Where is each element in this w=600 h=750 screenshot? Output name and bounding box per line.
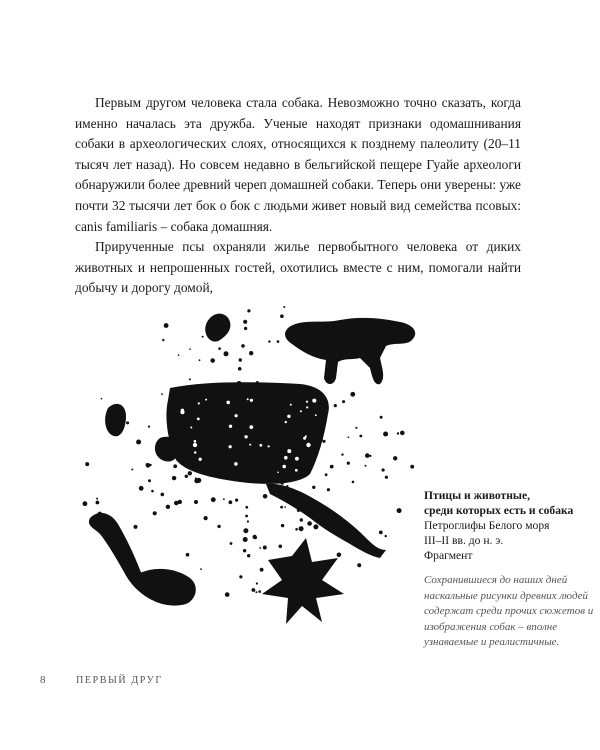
speckle xyxy=(252,588,256,592)
speckle xyxy=(189,378,191,380)
speckle xyxy=(218,347,221,350)
speckle xyxy=(208,398,210,400)
speckle xyxy=(146,463,150,467)
speckle xyxy=(147,591,152,596)
speckle-hole xyxy=(205,399,207,401)
speckle-hole xyxy=(249,444,251,446)
speckle-hole xyxy=(277,472,279,474)
speckle xyxy=(317,506,319,508)
speckle xyxy=(300,518,303,521)
speckle xyxy=(325,473,328,476)
speckle xyxy=(287,432,290,435)
speckle xyxy=(108,535,112,539)
speckle xyxy=(284,506,286,508)
speckle xyxy=(235,499,238,502)
speckle xyxy=(184,589,189,594)
page-footer xyxy=(40,674,163,686)
speckle xyxy=(347,462,350,465)
speckle xyxy=(243,320,247,324)
speckle xyxy=(382,468,385,471)
speckle xyxy=(165,439,167,441)
speckle xyxy=(247,309,250,312)
speckle xyxy=(211,497,216,502)
speckle xyxy=(185,475,188,478)
speckle xyxy=(317,564,321,568)
speckle xyxy=(326,512,329,515)
speckle xyxy=(311,501,314,504)
speckle xyxy=(247,520,249,522)
speckle xyxy=(245,515,248,518)
speckle xyxy=(243,528,248,533)
speckle xyxy=(186,553,190,557)
speckle xyxy=(308,392,310,394)
speckle xyxy=(330,465,334,469)
speckle xyxy=(342,400,345,403)
speckle-hole xyxy=(190,427,192,429)
speckle xyxy=(96,501,100,505)
speckle xyxy=(202,388,206,392)
speckle xyxy=(169,408,173,412)
speckle xyxy=(125,548,127,550)
speckle-hole xyxy=(287,449,291,453)
speckle xyxy=(210,358,215,363)
speckle-hole xyxy=(287,415,290,418)
speckle-hole xyxy=(250,399,253,402)
star-figure xyxy=(262,538,344,624)
speckle-hole xyxy=(234,462,238,466)
speckle xyxy=(243,537,248,542)
speckle xyxy=(188,471,192,475)
main-text xyxy=(75,93,521,299)
speckle xyxy=(385,535,387,537)
speckle xyxy=(397,432,399,434)
speckle xyxy=(217,525,220,528)
speckle xyxy=(175,408,177,410)
running-title: ПЕРВЫЙ ДРУГ xyxy=(76,675,163,686)
speckle xyxy=(319,398,321,400)
speckle-hole xyxy=(306,406,308,408)
speckle xyxy=(397,508,402,513)
speckle xyxy=(286,462,288,464)
speckle xyxy=(348,437,350,439)
speckle-hole xyxy=(295,457,299,461)
speckle-hole xyxy=(268,445,270,447)
speckle xyxy=(322,440,325,443)
speckle xyxy=(256,381,259,384)
speckle xyxy=(312,486,315,489)
speckle-hole xyxy=(306,401,308,403)
speckle xyxy=(280,314,284,318)
speckle-hole xyxy=(259,444,262,447)
speckle xyxy=(83,501,88,506)
speckle xyxy=(280,506,283,509)
speckle xyxy=(244,327,247,330)
speckle xyxy=(334,517,336,519)
speckle-hole xyxy=(197,418,200,421)
speckle xyxy=(359,435,362,438)
speckle xyxy=(337,553,342,558)
speckle xyxy=(309,410,311,412)
speckle xyxy=(277,340,280,343)
speckle xyxy=(236,411,239,414)
speckle xyxy=(410,465,414,469)
speckle xyxy=(194,500,198,504)
speckle xyxy=(101,398,103,400)
speckle xyxy=(380,416,383,419)
speckle xyxy=(237,390,242,395)
caption-title-1: Птицы и животные, xyxy=(424,489,530,502)
speckle-hole xyxy=(247,398,249,400)
speckle xyxy=(383,432,388,437)
speckle xyxy=(153,511,157,515)
speckle-hole xyxy=(193,443,197,447)
speckle xyxy=(173,464,177,468)
speckle-hole xyxy=(199,458,202,461)
speckle-hole xyxy=(315,414,317,416)
speckle xyxy=(207,427,210,430)
speckle xyxy=(182,434,186,438)
speckle xyxy=(178,354,180,356)
speckle xyxy=(365,465,367,467)
speckle xyxy=(211,417,213,419)
speckle xyxy=(317,338,319,340)
small-figure xyxy=(205,314,230,342)
speckle xyxy=(352,481,355,484)
speckle xyxy=(260,568,264,572)
speckle xyxy=(225,592,230,597)
speckle xyxy=(307,521,312,526)
speckle xyxy=(393,456,397,460)
speckle xyxy=(200,568,202,570)
speckle xyxy=(385,476,388,479)
speckle xyxy=(259,547,261,549)
speckle xyxy=(297,509,300,512)
dog-figure xyxy=(285,318,415,384)
speckle xyxy=(327,488,330,491)
speckle xyxy=(258,590,261,593)
speckle-hole xyxy=(306,443,310,447)
speckle xyxy=(254,536,257,539)
speckle xyxy=(307,513,309,515)
speckle xyxy=(379,531,383,535)
speckle-hole xyxy=(194,451,196,453)
speckle-hole xyxy=(180,410,184,414)
petroglyph-image xyxy=(60,288,430,638)
speckle xyxy=(224,351,229,356)
speckle-hole xyxy=(312,399,316,403)
speckle-hole xyxy=(284,456,288,460)
speckle xyxy=(216,409,218,411)
speckle xyxy=(194,433,198,437)
speckle xyxy=(161,493,165,497)
speckle xyxy=(295,528,298,531)
speckle xyxy=(318,437,323,442)
paragraph-1: Первым другом человека стала собака. Невозможно точно сказать, когда именно началась эта дружба. Ученые находят признаки одомашнивания собаки в археологических слоях, относящихся к позднему палеолиту (20–11 тысяч лет назад). Но совсем недавно в бельгийской пещере Гуайе археологи обнаружили более древний череп домашней собаки. Теперь они уверены: уже почти 32 тысячи лет бок о бок с людьми живет новый вид семейства псовых: canis familiaris – собака домашняя. xyxy=(75,95,521,234)
bird-figure xyxy=(266,484,386,558)
speckle-hole xyxy=(244,435,247,438)
caption-source: Петроглифы Белого моря xyxy=(424,519,550,532)
speckle xyxy=(279,545,283,549)
speckle xyxy=(307,469,310,472)
speckle xyxy=(196,478,201,483)
speckle xyxy=(329,375,331,377)
speckle xyxy=(243,549,246,552)
speckle-hole xyxy=(198,402,200,404)
speckle xyxy=(303,419,305,421)
speckle xyxy=(255,591,257,593)
speckle xyxy=(247,554,250,557)
speckle xyxy=(231,386,233,388)
speckle xyxy=(165,449,167,451)
caption-kind: Фрагмент xyxy=(424,549,473,562)
speckle xyxy=(239,575,242,578)
speckle xyxy=(286,485,288,487)
speckle-hole xyxy=(285,421,287,423)
speckle xyxy=(283,306,285,308)
speckle xyxy=(249,351,253,355)
speckle xyxy=(237,381,242,386)
speckle xyxy=(98,512,102,516)
speckle xyxy=(96,498,98,500)
speckle-hole xyxy=(229,425,232,428)
speckle xyxy=(164,323,169,328)
speckle xyxy=(195,465,198,468)
speckle-hole xyxy=(295,469,298,472)
speckle xyxy=(268,385,271,388)
speckle xyxy=(312,581,316,585)
speckle xyxy=(239,358,242,361)
speckle xyxy=(369,455,371,457)
speckle-hole xyxy=(282,465,286,469)
speckle xyxy=(400,431,405,436)
speckle xyxy=(334,404,337,407)
speckle xyxy=(296,491,299,494)
speckle xyxy=(161,393,163,395)
speckle xyxy=(341,453,343,455)
speckle xyxy=(365,453,370,458)
speckle xyxy=(204,516,208,520)
speckle xyxy=(323,523,326,526)
speckle xyxy=(134,525,138,529)
speckle xyxy=(241,344,245,348)
speckle xyxy=(313,524,318,529)
speckle-hole xyxy=(229,445,232,448)
speckle xyxy=(151,490,154,493)
caption-date: III–II вв. до н. э. xyxy=(424,534,504,547)
speckle-hole xyxy=(226,401,230,405)
speckle-hole xyxy=(300,410,302,412)
speckle xyxy=(238,367,242,371)
caption-title-2: среди которых есть и собака xyxy=(424,504,574,517)
speckle xyxy=(230,542,233,545)
speckle xyxy=(148,479,151,482)
speckle xyxy=(199,359,201,361)
speckle xyxy=(274,409,277,412)
speckle xyxy=(126,421,129,424)
speckle xyxy=(256,582,258,584)
speckle xyxy=(170,433,175,438)
speckle xyxy=(271,490,275,494)
speckle xyxy=(184,401,187,404)
figure-caption xyxy=(424,488,594,651)
speckle xyxy=(355,427,357,429)
caption-note: Сохранившиеся до наших дней наскальные рисунки древних людей содержат среди прочих сюжетов и изображения собак – вполне узнаваемые и реалистичные. xyxy=(424,574,594,648)
speckle xyxy=(282,450,285,453)
speckle xyxy=(367,360,370,363)
speckle xyxy=(331,517,333,519)
speckle-hole xyxy=(235,414,238,417)
speckle xyxy=(299,526,304,531)
speckle-hole xyxy=(290,404,292,406)
speckle xyxy=(149,464,151,466)
speckle-hole xyxy=(194,440,197,443)
speckle xyxy=(229,500,233,504)
speckle xyxy=(263,546,267,550)
speckle xyxy=(166,505,170,509)
speckle xyxy=(302,495,304,497)
bottom-figure xyxy=(136,569,196,606)
speckle xyxy=(280,481,284,485)
speckle xyxy=(329,589,333,593)
paragraph-2: Прирученные псы охраняли жилье первобытного человека от диких животных и непрошенных гостей, охотились вместе с ним, помогали найти добычу и дорогу домой, xyxy=(75,239,521,296)
speckle-hole xyxy=(249,425,253,429)
central-figure xyxy=(166,382,328,484)
speckle xyxy=(172,418,176,422)
speckle xyxy=(172,476,176,480)
speckle xyxy=(268,340,270,342)
speckle-hole xyxy=(303,437,306,440)
speckle xyxy=(202,336,204,338)
speckle xyxy=(174,501,179,506)
speckle xyxy=(245,506,248,509)
speckle xyxy=(85,462,89,466)
speckle xyxy=(131,469,133,471)
speckle xyxy=(216,422,219,425)
speckle xyxy=(301,570,304,573)
page-number: 8 xyxy=(40,674,46,686)
speckle xyxy=(350,392,355,397)
speckle xyxy=(281,524,284,527)
speckle xyxy=(162,339,164,341)
speckle xyxy=(246,415,249,418)
speckle xyxy=(139,486,144,491)
speckle xyxy=(189,348,191,350)
speckle xyxy=(223,498,225,500)
speckle xyxy=(122,412,126,416)
speckle xyxy=(263,494,268,499)
speckle xyxy=(136,440,141,445)
speckle xyxy=(148,426,150,428)
speckle xyxy=(357,563,361,567)
